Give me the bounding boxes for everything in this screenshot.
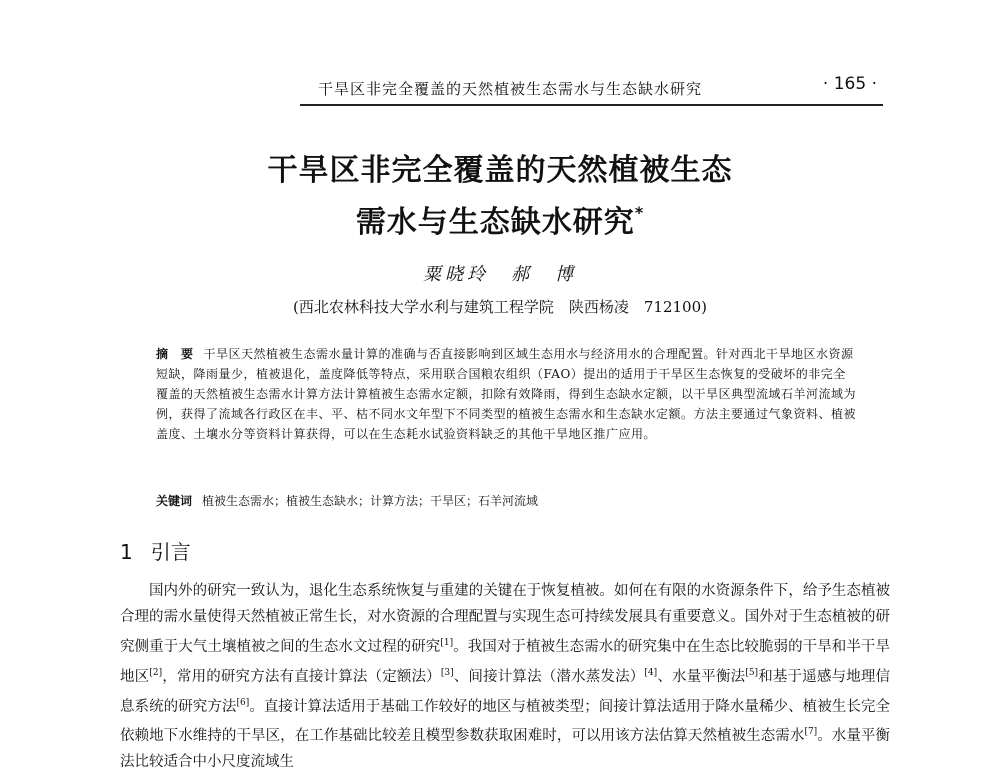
section-title: 引言 bbox=[150, 540, 191, 564]
running-title: 干旱区非完全覆盖的天然植被生态需水与生态缺水研究 bbox=[317, 80, 702, 98]
body-text-b: 。我国对于植被生态需水的研究集中在生态比较脆弱的干旱和半干旱地区 bbox=[120, 638, 890, 685]
abstract-text: 干旱区天然植被生态需水量计算的准确与否直接影响到区域生态用水与经济用水的合理配置。针对西北干旱地区水资源短缺，降雨量少，植被退化，盖度降低等特点，采用联合国粮农组织（FAO）提出的适用于干旱区生态恢复的受破坏的非完全覆盖的天然植被生态需水计算方法计算植被生态需水定额，扣除有效降雨，得到生态缺水定额，以干旱区典型流域石羊河流域为例，获得了流域各行政区在丰、平、枯不同水文年型下不同类型的植被生态需水和生态缺水定额。方法主要通过气象资料、植被盖度、土壤水分等资料计算获得，可以在生态耗水试验资料缺乏的其他干旱地区推广应用。 bbox=[156, 347, 857, 441]
citation-1[interactable]: [1] bbox=[440, 638, 454, 648]
authors: 粟晓玲 郝 博 bbox=[423, 264, 577, 285]
citation-2[interactable]: [2] bbox=[149, 667, 163, 678]
title-line-1: 干旱区非完全覆盖的天然植被生态 bbox=[267, 153, 733, 188]
running-header bbox=[300, 74, 883, 106]
body-text-g: 。直接计算法适用于基础工作较好的地区与植被类型；间接计算法适用于降水量稀少、植被生长完全依赖地下水维持的干旱区，在工作基础比较差且模型参数获取困难时，可以用该方法估算天然植被生态需水 bbox=[120, 698, 890, 745]
body-text-d: 、间接计算法（潜水蒸发法） bbox=[453, 668, 645, 685]
citation-5[interactable]: [5] bbox=[745, 667, 759, 678]
section-number: 1 bbox=[120, 540, 133, 564]
keywords-label: 关键词 bbox=[156, 494, 193, 508]
title-line-2-text: 需水与生态缺水研究 bbox=[355, 205, 635, 240]
paper-title bbox=[0, 150, 1000, 244]
affiliation: (西北农林科技大学水利与建筑工程学院 陕西杨凌 712100) bbox=[293, 298, 707, 316]
keywords bbox=[156, 492, 856, 510]
body-text-h: 。水量平衡法比较适合中小尺度流域生 bbox=[120, 728, 890, 771]
body-text-f: 和基于遥感与地理信息系统的研究方法 bbox=[120, 668, 891, 715]
body-text-e: 、水量平衡法 bbox=[657, 668, 746, 685]
citation-4[interactable]: [4] bbox=[644, 667, 658, 678]
body-text-a: 国内外的研究一致认为，退化生态系统恢复与重建的关键在于恢复植被。如何在有限的水资源条件下，给予生态植被合理的需水量使得天然植被正常生长，对水资源的合理配置与实现生态可持续发展具有重要意义。国外对于生态植被的研究侧重于大气土壤植被之间的生态水文过程的研究 bbox=[120, 583, 890, 655]
body-paragraph bbox=[120, 578, 890, 775]
abstract-label: 摘 要 bbox=[156, 347, 194, 361]
title-footnote-mark: * bbox=[634, 203, 645, 222]
citation-7[interactable]: [7] bbox=[804, 727, 818, 738]
keywords-text: 植被生态需水；植被生态缺水；计算方法；干旱区；石羊河流域 bbox=[202, 494, 539, 508]
page-number: · 165 · bbox=[822, 74, 877, 94]
body-text-c: ，常用的研究方法有直接计算法（定额法） bbox=[162, 668, 441, 685]
abstract bbox=[156, 344, 856, 444]
section-heading bbox=[120, 536, 191, 565]
title-line-2 bbox=[0, 192, 1000, 244]
citation-3[interactable]: [3] bbox=[440, 667, 454, 678]
citation-6[interactable]: [6] bbox=[236, 697, 250, 708]
